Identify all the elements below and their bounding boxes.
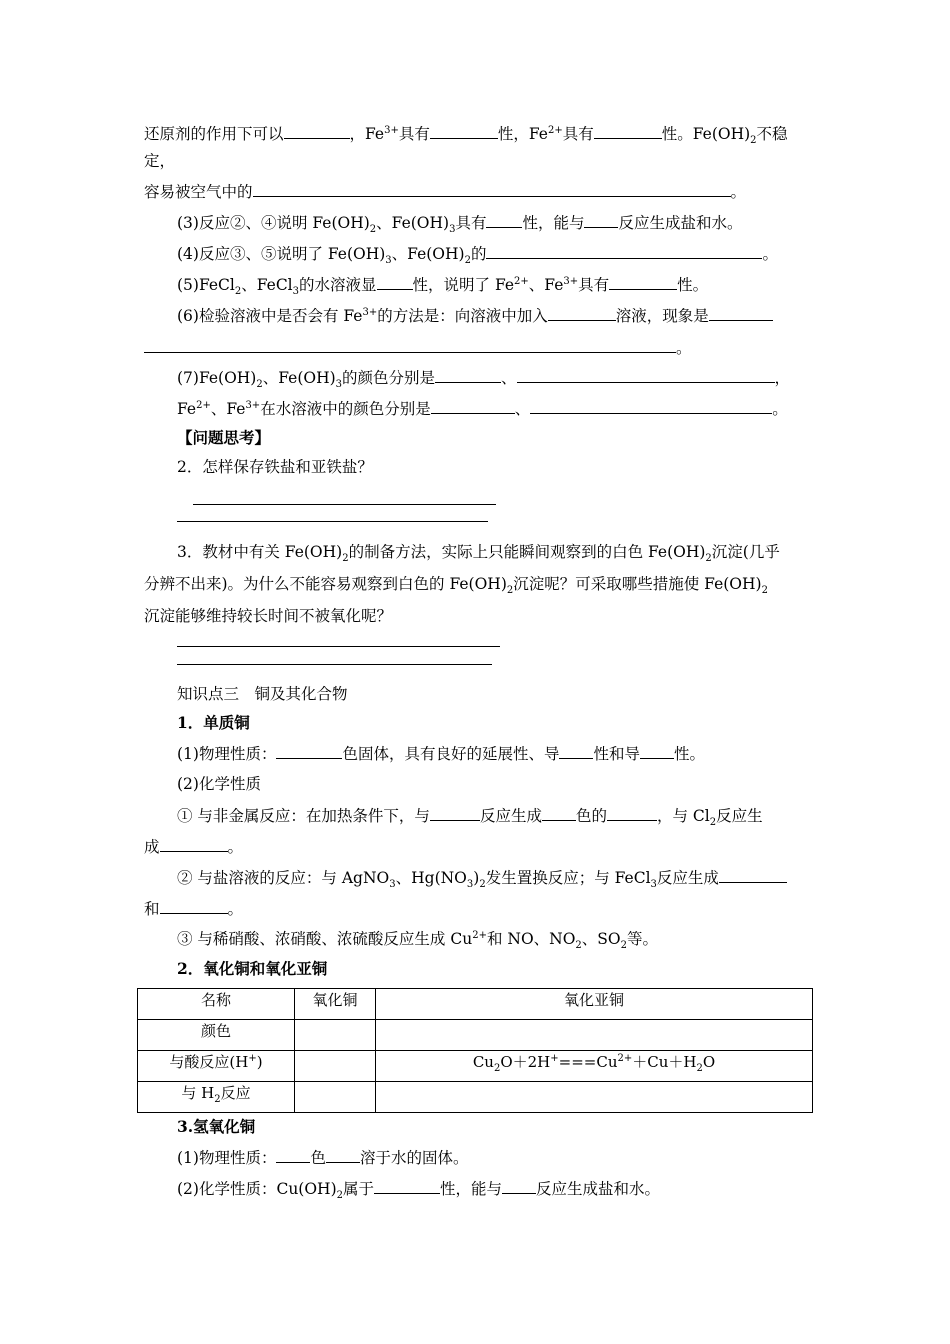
text-line-p8: $Fe^{2+}$、$Fe^{3+}$在水溶液中的颜色分别是 、 。 [177, 399, 788, 418]
table-cell-equation: $Cu_2O+2H^+===Cu^{2+}+Cu+H_2O$ [376, 1051, 813, 1082]
text-line-p3: (3)反应②、④说明 $Fe(OH)_2$、$Fe(OH)_3$具有 性，能与 反应生成盐和水。 [177, 214, 743, 236]
blank[interactable] [517, 367, 775, 383]
blank[interactable] [430, 805, 480, 821]
text-line-p5: (5)FeCl$_2$、FeCl$_3$的水溶液显 性，说明了 $Fe^{2+}$、$Fe^{3+}$具有 性。 [177, 275, 709, 298]
table-row [138, 1020, 813, 1051]
table-row [138, 989, 813, 1020]
copper-nonmetal-reaction: ① 与非金属反应：在加热条件下，与 反应生成 色的 ，与 $Cl_2$反应生 [177, 807, 763, 829]
blank[interactable] [542, 805, 576, 821]
text-line-p6: (6)检验溶液中是否会有 $Fe^{3+}$的方法是：向溶液中加入 溶液，现象是 [177, 305, 773, 326]
blank[interactable] [559, 743, 593, 759]
copper-salt-reaction-line2: 和 。 [144, 900, 244, 918]
table-cell-empty[interactable] [376, 1082, 813, 1113]
table-header-cell: 氧化亚铜 [376, 989, 813, 1020]
table-cell-empty[interactable] [376, 1020, 813, 1051]
blank[interactable] [431, 398, 515, 414]
answer-line[interactable] [177, 664, 492, 665]
question-2: 2．怎样保存铁盐和亚铁盐？ [177, 458, 373, 476]
blank[interactable] [719, 867, 787, 883]
section-3-title: 3.氢氧化铜 [177, 1117, 256, 1136]
blank[interactable] [284, 123, 350, 139]
blank[interactable] [160, 836, 228, 852]
copper-nonmetal-reaction-line2: 成 。 [144, 838, 244, 856]
copper-acid-reaction: ③ 与稀硝酸、浓硝酸、浓硫酸反应生成 $Cu^{2+}$和 NO、$NO_2$、$SO_2$等。 [177, 929, 659, 952]
blank[interactable] [377, 274, 413, 290]
copper-chemical-properties: (2)化学性质 [177, 775, 261, 793]
copper-physical-properties: (1)物理性质： 色固体，具有良好的延展性、导 性和导 性。 [177, 745, 706, 763]
table-cell-empty[interactable] [295, 1082, 376, 1113]
table-cell-empty[interactable] [295, 1020, 376, 1051]
blank[interactable] [584, 212, 618, 228]
blank[interactable] [530, 398, 772, 414]
blank[interactable] [609, 274, 677, 290]
table-row-label: 与 $H_2$反应 [138, 1082, 295, 1113]
blank[interactable] [276, 743, 342, 759]
blank[interactable] [160, 898, 228, 914]
section-1-title: 1．单质铜 [177, 713, 250, 732]
blank[interactable] [607, 805, 657, 821]
question-3-line2: 分辨不出来)。为什么不能容易观察到白色的 $Fe(OH)_2$沉淀呢？可采取哪些措施使 $Fe(OH)_2$ [144, 575, 768, 597]
table-row [138, 1051, 813, 1082]
blank[interactable] [640, 743, 674, 759]
blank[interactable] [486, 243, 762, 259]
answer-line[interactable] [177, 646, 500, 647]
text-line-p4: (4)反应③、⑤说明了 $Fe(OH)_3$、$Fe(OH)_2$的 。 [177, 245, 778, 267]
text-line-p6b: 。 [144, 337, 692, 358]
table-row [138, 1082, 813, 1113]
blank[interactable] [486, 212, 522, 228]
blank[interactable] [548, 305, 616, 321]
text-line-p1b: 定， [144, 152, 176, 170]
blank[interactable] [253, 181, 731, 197]
blank[interactable] [502, 1178, 536, 1194]
table-header-cell: 氧化铜 [295, 989, 376, 1020]
text-line-p2: 容易被空气中的 。 [144, 183, 747, 201]
knowledge-point-3-title: 知识点三 铜及其化合物 [177, 685, 348, 703]
blank[interactable] [144, 337, 676, 353]
question-3-line3: 沉淀能够维持较长时间不被氧化呢？ [144, 607, 393, 625]
table-row-label: 颜色 [138, 1020, 295, 1051]
blank[interactable] [326, 1147, 360, 1163]
question-3: 3．教材中有关 $Fe(OH)_2$的制备方法，实际上只能瞬间观察到的白色 $Fe(OH)_2$沉淀(几乎 [177, 543, 780, 565]
blank[interactable] [709, 305, 773, 321]
table-header-cell: 名称 [138, 989, 295, 1020]
blank[interactable] [435, 367, 501, 383]
section-2-title: 2．氧化铜和氧化亚铜 [177, 959, 328, 978]
hydroxide-chemical-properties: (2)化学性质：$Cu(OH)_2$属于 性，能与 反应生成盐和水。 [177, 1180, 661, 1202]
blank[interactable] [276, 1147, 310, 1163]
hydroxide-physical-properties: (1)物理性质： 色 溶于水的固体。 [177, 1149, 469, 1167]
answer-line[interactable] [193, 504, 496, 505]
blank[interactable] [594, 123, 662, 139]
table-cell-empty[interactable] [295, 1051, 376, 1082]
text-line-p7: $(7)Fe(OH)_2$、$Fe(OH)_3$的颜色分别是 、 ， [177, 369, 791, 391]
heading-question-thinking: 【问题思考】 [177, 428, 271, 447]
copper-salt-reaction: ② 与盐溶液的反应：与 AgNO$_3$、$Hg(NO_3)_2$发生置换反应；与 FeCl$_3$反应生成 [177, 867, 787, 888]
blank[interactable] [430, 123, 498, 139]
copper-oxide-table [137, 988, 813, 1113]
answer-line[interactable] [177, 521, 488, 522]
text-line-p1: 还原剂的作用下可以 ，$Fe^{3+}$具有 性，$Fe^{2+}$具有 性。$Fe(OH)_2$不稳 [144, 124, 788, 147]
blank[interactable] [374, 1178, 440, 1194]
table-row-label: 与酸反应(H+) [138, 1051, 295, 1082]
